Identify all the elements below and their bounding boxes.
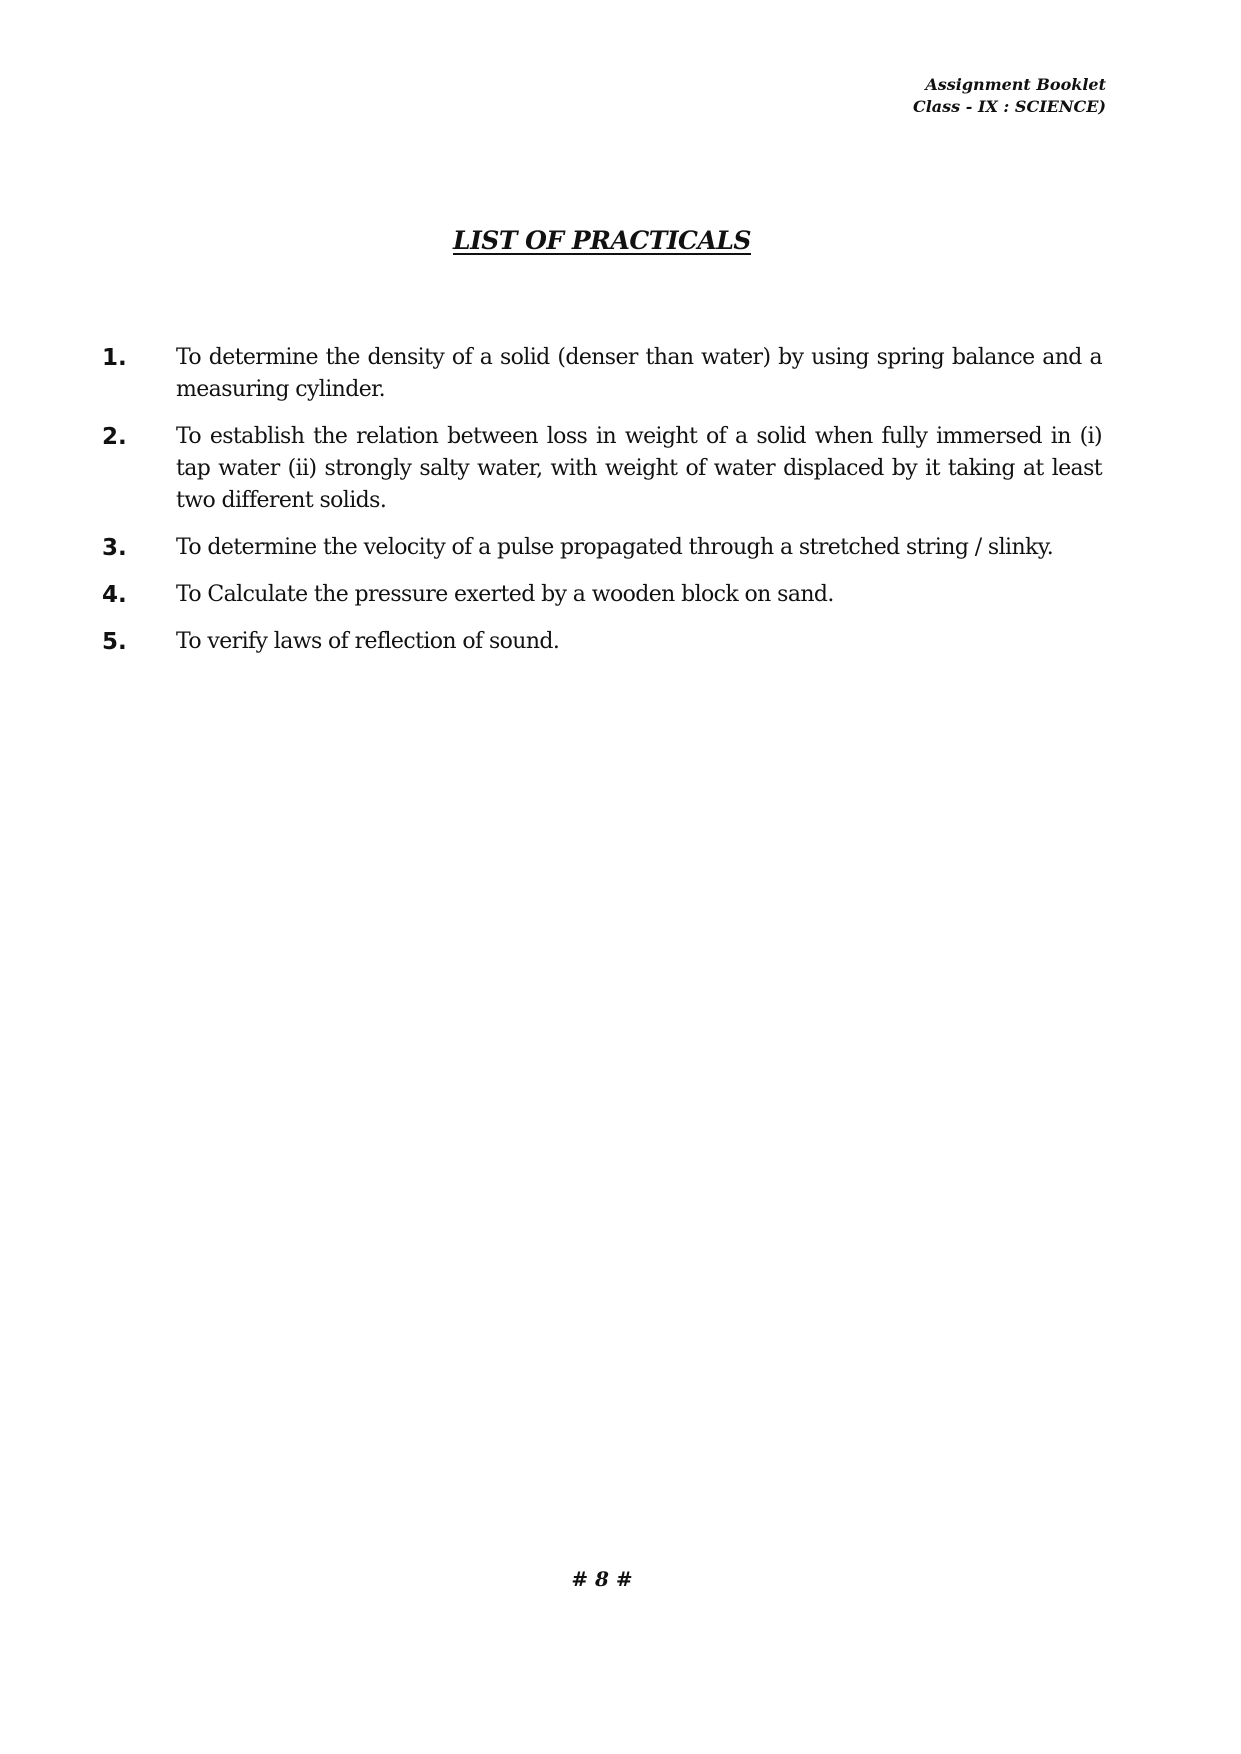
list-item — [102, 532, 1102, 564]
page-title: LIST OF PRACTICALS — [453, 226, 751, 255]
item-number: 1. — [102, 345, 127, 371]
list-item — [102, 342, 1102, 406]
item-number: 4. — [102, 582, 127, 608]
item-number: 2. — [102, 424, 127, 450]
item-text: To determine the density of a solid (denser than water) by using spring balance and a measuring cylinder. — [176, 345, 1102, 402]
item-text: To verify laws of reflection of sound. — [176, 629, 560, 654]
list-item — [102, 626, 1102, 658]
booklet-title: Assignment Booklet — [925, 75, 1106, 94]
item-text: To Calculate the pressure exerted by a wooden block on sand. — [176, 582, 834, 607]
class-subject: Class - IX : SCIENCE) — [912, 97, 1106, 116]
page-number: # 8 # — [571, 1567, 633, 1591]
list-item — [102, 421, 1102, 517]
item-text: To establish the relation between loss in weight of a solid when fully immersed in (i) tap water (ii) strongly salty water, with weight of water displaced by it taking at least two different solids. — [176, 424, 1102, 513]
item-number: 5. — [102, 629, 127, 655]
running-header — [913, 74, 1106, 118]
list-item — [102, 579, 1102, 611]
item-text: To determine the velocity of a pulse propagated through a stretched string / slinky. — [176, 535, 1054, 560]
practicals-list — [102, 342, 1102, 673]
item-number: 3. — [102, 535, 127, 561]
